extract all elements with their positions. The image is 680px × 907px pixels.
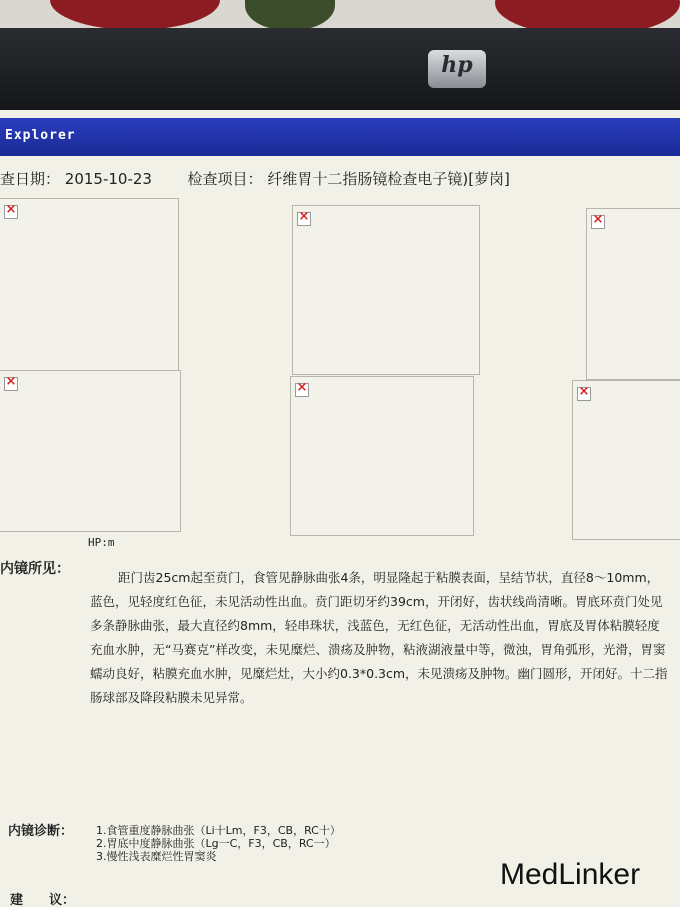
hp-logo: hp [428, 50, 486, 88]
exam-date-label: 查日期： [0, 170, 61, 188]
advice-label: 建 议： [10, 893, 76, 907]
diagnosis-label: 内镜诊断： [8, 824, 74, 839]
endoscopy-image-5 [290, 376, 474, 536]
exam-date-value: 2015-10-23 [64, 170, 152, 188]
broken-image-icon [577, 387, 591, 401]
broken-image-icon [295, 383, 309, 397]
screen [0, 110, 680, 907]
diagnosis-item: 2.胃底中度静脉曲张（Lg一C，F3，CB，RC一） [96, 837, 336, 850]
broken-image-icon [591, 215, 605, 229]
findings-label: 内镜所见： [0, 561, 70, 577]
report-header [0, 168, 510, 189]
endoscopy-image-1 [0, 198, 179, 372]
endoscopy-image-2 [292, 205, 480, 375]
window-title-bar[interactable] [0, 118, 680, 156]
hp-result: HP:m [88, 536, 115, 549]
exam-item-value: 纤维胃十二指肠镜检查电子镜)[萝岗] [267, 170, 510, 188]
broken-image-icon [297, 212, 311, 226]
endoscopy-image-3 [586, 208, 680, 380]
endoscopy-image-6 [572, 380, 680, 540]
broken-image-icon [4, 205, 18, 219]
endoscopy-image-4 [0, 370, 181, 532]
diagnosis-item: 1.食管重度静脉曲张（Li十Lm，F3，CB，RC十） [96, 824, 341, 837]
diagnosis-list [96, 824, 341, 863]
exam-item-label: 检查项目： [187, 170, 263, 188]
window-title: Explorer [5, 128, 76, 143]
findings-text: 距门齿25cm起至贲门，食管见静脉曲张4条，明显隆起于粘膜表面，呈结节状，直径8～10mm，蓝色，见轻度红色征，未见活动性出血。贲门距切牙约39cm，开闭好，齿状线尚清晰。胃底环贲门处见多条静脉曲张，最大直径约8mm，轻串珠状，浅蓝色，无红色征，无活动性出血，胃底及胃体粘膜轻度充血水肿，无“马赛克”样改变，未见糜烂、溃疡及肿物，粘液湖液量中等，微浊，胃角弧形，光滑，胃窦蠕动良好，粘膜充血水肿，见糜烂灶，大小约0.3*0.3cm，未见溃疡及肿物。幽门圆形，开闭好。十二指肠球部及降段粘膜未见异常。 [90, 570, 668, 705]
watermark: MedLinker [500, 858, 641, 891]
diagnosis-item: 3.慢性浅表糜烂性胃窦炎 [96, 850, 217, 863]
broken-image-icon [4, 377, 18, 391]
